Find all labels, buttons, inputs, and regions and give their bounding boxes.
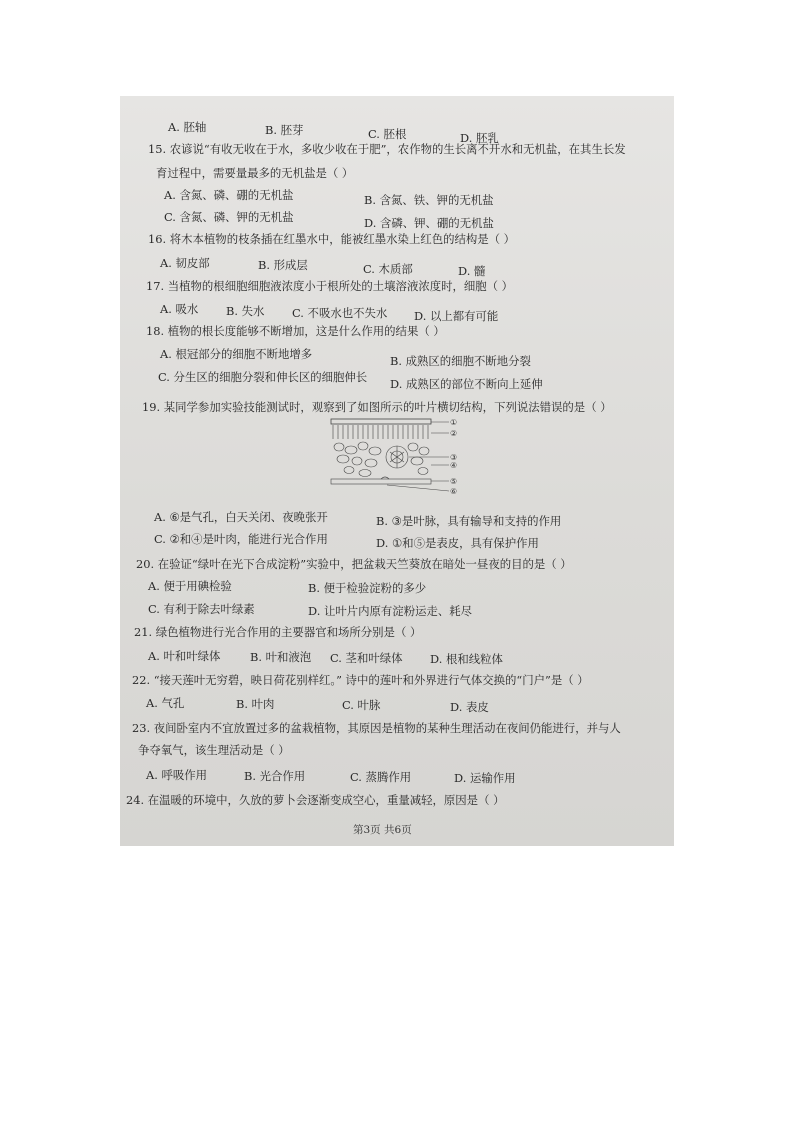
q21-option-b: B. 叶和液泡: [250, 650, 312, 664]
q16-option-c: C. 木质部: [363, 262, 413, 276]
q23-option-d: D. 运输作用: [454, 771, 516, 785]
q20-option-b: B. 便于检验淀粉的多少: [308, 581, 427, 595]
q22-option-c: C. 叶脉: [342, 698, 381, 712]
q20-option-c: C. 有利于除去叶绿素: [148, 602, 255, 616]
q20-option-d: D. 让叶片内原有淀粉运走、耗尽: [308, 604, 473, 618]
q17-option-a: A. 吸水: [160, 302, 199, 316]
q20-option-a: A. 便于用碘检验: [148, 579, 232, 593]
q15-option-a: A. 含氮、磷、硼的无机盐: [164, 188, 294, 202]
q18-option-c: C. 分生区的细胞分裂和伸长区的细胞伸长: [158, 370, 368, 384]
q15-stem-line1: 15. 农谚说“有收无收在于水，多收少收在于肥”，农作物的生长离不开水和无机盐，在其生长发: [148, 142, 626, 156]
q17-option-c: C. 不吸水也不失水: [292, 306, 388, 320]
q21-stem: 21. 绿色植物进行光合作用的主要器官和场所分别是（ ）: [134, 625, 422, 639]
q18-option-d: D. 成熟区的部位不断向上延伸: [390, 377, 543, 391]
q23-option-c: C. 蒸腾作用: [350, 770, 412, 784]
q19-option-b: B. ③是叶脉，具有输导和支持的作用: [376, 514, 562, 528]
q22-stem: 22. “接天莲叶无穷碧，映日荷花别样红。” 诗中的莲叶和外界进行气体交换的“门户”是（ ）: [132, 673, 589, 687]
diagram-label-5: ⑤: [450, 477, 458, 486]
q15-option-b: B. 含氮、铁、钾的无机盐: [364, 193, 494, 207]
leaf-cross-section-diagram: [325, 417, 465, 499]
page-footer: 第3页 共6页: [353, 824, 412, 836]
q19-option-a: A. ⑥是气孔，白天关闭、夜晚张开: [154, 510, 328, 524]
q15-option-d: D. 含磷、钾、硼的无机盐: [364, 216, 494, 230]
q17-stem: 17. 当植物的根细胞细胞液浓度小于根所处的土壤溶液浓度时，细胞（ ）: [146, 279, 514, 293]
diagram-label-4: ④: [450, 461, 458, 470]
q21-option-a: A. 叶和叶绿体: [148, 649, 221, 663]
q19-option-c: C. ②和④是叶肉，能进行光合作用: [154, 532, 328, 546]
diagram-label-1: ①: [450, 418, 458, 427]
q16-option-b: B. 形成层: [258, 258, 308, 272]
q16-stem: 16. 将木本植物的枝条插在红墨水中，能被红墨水染上红色的结构是（ ）: [148, 232, 516, 246]
q18-option-b: B. 成熟区的细胞不断地分裂: [390, 354, 531, 368]
q20-stem: 20. 在验证“绿叶在光下合成淀粉”实验中，把盆栽天竺葵放在暗处一昼夜的目的是（ ）: [136, 557, 572, 571]
q17-option-d: D. 以上都有可能: [414, 309, 499, 323]
q23-stem-line1: 23. 夜间卧室内不宜放置过多的盆栽植物，其原因是植物的某种生理活动在夜间仍能进行，并与人: [132, 721, 621, 735]
q16-option-d: D. 髓: [458, 264, 486, 278]
diagram-label-3: ③: [450, 453, 458, 462]
q16-option-a: A. 韧皮部: [160, 256, 210, 270]
q14-option-d: D. 胚乳: [460, 131, 499, 145]
q23-stem-line2: 争夺氧气，该生理活动是（ ）: [138, 743, 290, 757]
q17-option-b: B. 失水: [226, 304, 265, 318]
diagram-label-6: ⑥: [450, 487, 458, 496]
q19-stem: 19. 某同学参加实验技能测试时，观察到了如图所示的叶片横切结构，下列说法错误的是（ ）: [142, 400, 612, 414]
q21-option-c: C. 茎和叶绿体: [330, 651, 403, 665]
q14-option-b: B. 胚芽: [265, 123, 304, 137]
q24-stem: 24. 在温暖的环境中，久放的萝卜会逐渐变成空心，重量减轻，原因是（ ）: [126, 793, 505, 807]
q14-option-a: A. 胚轴: [168, 120, 207, 134]
q23-option-a: A. 呼吸作用: [146, 768, 208, 782]
q15-stem-line2: 育过程中，需要量最多的无机盐是（ ）: [156, 166, 354, 180]
q21-option-d: D. 根和线粒体: [430, 652, 503, 666]
q22-option-d: D. 表皮: [450, 700, 489, 714]
q22-option-b: B. 叶肉: [236, 697, 275, 711]
q15-option-c: C. 含氮、磷、钾的无机盐: [164, 210, 294, 224]
q18-stem: 18. 植物的根长度能够不断增加，这是什么作用的结果（ ）: [146, 324, 445, 338]
q19-option-d: D. ①和⑤是表皮，具有保护作用: [376, 536, 539, 550]
diagram-label-2: ②: [450, 429, 458, 438]
q23-option-b: B. 光合作用: [244, 769, 306, 783]
q18-option-a: A. 根冠部分的细胞不断地增多: [160, 347, 313, 361]
exam-page-photo: [120, 96, 674, 846]
q22-option-a: A. 气孔: [146, 696, 185, 710]
q14-option-c: C. 胚根: [368, 127, 407, 141]
